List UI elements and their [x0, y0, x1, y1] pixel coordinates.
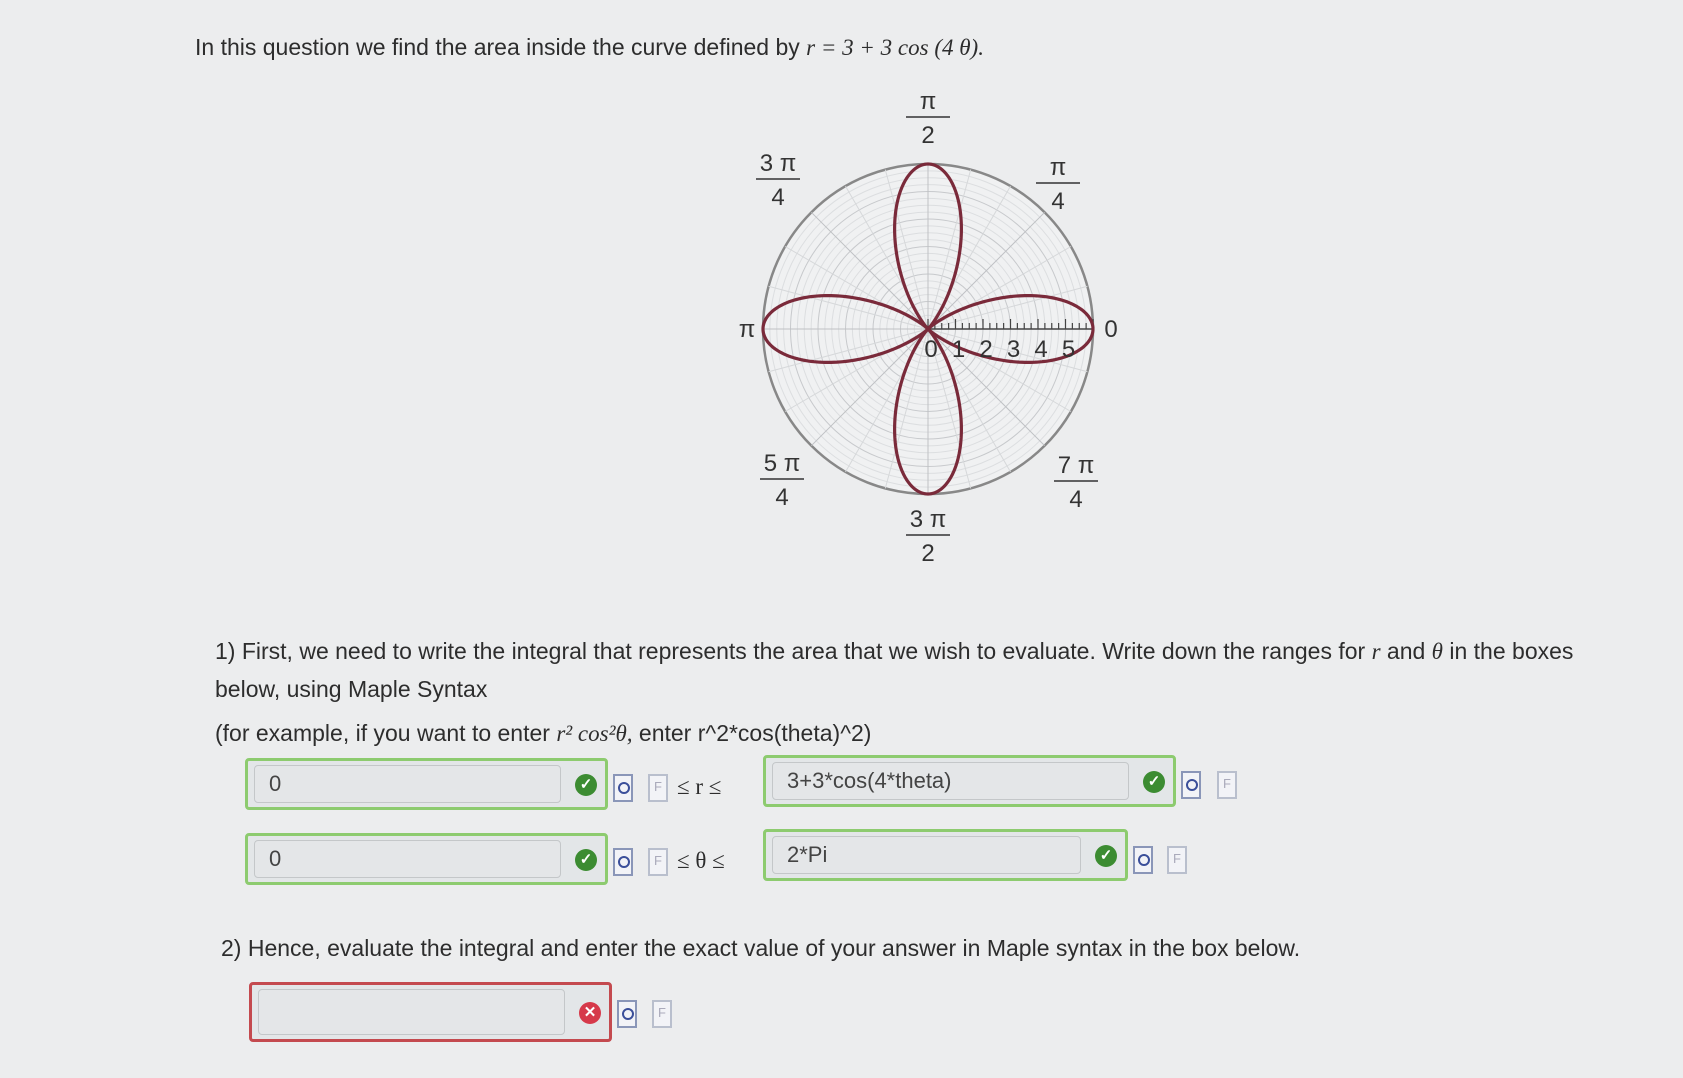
preview-icon[interactable]	[613, 848, 633, 876]
r-upper-answer-box	[763, 755, 1176, 807]
angle-label-7pi-4-num: 7 π	[1057, 452, 1095, 479]
radial-tick-label: 5	[1061, 336, 1076, 363]
check-icon: ✓	[1143, 771, 1165, 793]
syntax-help-icon[interactable]	[648, 848, 668, 876]
radial-tick-label: 0	[924, 336, 938, 363]
example-text-end: enter r^2*cos(theta)^2)	[638, 720, 872, 746]
final-answer-box	[249, 982, 612, 1042]
angle-label-pi-4-den: 4	[1051, 188, 1065, 215]
intro-formula: r = 3 + 3 cos (4 θ).	[806, 35, 984, 60]
radial-tick-label: 4	[1034, 336, 1048, 363]
theta-lower-answer-box	[245, 833, 608, 885]
check-icon: ✓	[1095, 845, 1117, 867]
cross-icon: ✕	[579, 1002, 601, 1024]
polar-plot-svg	[720, 85, 1140, 575]
angle-label-5pi-4-num: 5 π	[763, 450, 801, 477]
polar-plot	[720, 85, 1140, 575]
syntax-help-icon[interactable]	[652, 1000, 672, 1028]
angle-label-pi-2-den: 2	[921, 122, 935, 149]
theta-symbol: θ	[1431, 639, 1443, 664]
q2-instruction: 2) Hence, evaluate the integral and enter the exact value of your answer in Maple syntax in the box below.	[221, 935, 1301, 961]
preview-icon[interactable]	[617, 1000, 637, 1028]
preview-icon[interactable]	[1133, 846, 1153, 874]
r-symbol: r	[1371, 639, 1381, 664]
radial-tick-label: 2	[979, 336, 993, 363]
preview-icon[interactable]	[1181, 771, 1201, 799]
syntax-help-icon[interactable]	[1167, 846, 1187, 874]
r-inequality: ≤ r ≤	[677, 774, 722, 799]
angle-label-3pi-4-num: 3 π	[759, 150, 797, 177]
example-text-start: (for example, if you want to enter	[215, 720, 550, 746]
angle-label-3pi-2-den: 2	[921, 540, 935, 567]
example-math: r² cos²θ,	[556, 721, 633, 746]
q1-and: and	[1386, 638, 1426, 664]
angle-label-7pi-4-den: 4	[1069, 486, 1083, 513]
syntax-help-icon[interactable]	[648, 774, 668, 802]
r-upper-input[interactable]: 3+3*cos(4*theta)	[772, 762, 1129, 800]
theta-inequality: ≤ θ ≤	[677, 848, 725, 873]
radial-tick-label: 3	[1006, 336, 1021, 363]
q1-text-part1: 1) First, we need to write the integral that represents the area that we wish to evaluate. Write down the ranges for	[215, 638, 1366, 664]
final-answer-input[interactable]	[258, 989, 565, 1035]
angle-label-3pi-2-num: 3 π	[909, 506, 947, 533]
angle-label-pi: π	[738, 316, 756, 343]
q1-example	[215, 711, 871, 756]
syntax-help-icon[interactable]	[1217, 771, 1237, 799]
radial-tick-label: 1	[951, 336, 966, 363]
r-lower-input[interactable]: 0	[254, 765, 561, 803]
r-lower-answer-box	[245, 758, 608, 810]
angle-label-5pi-4-den: 4	[775, 484, 789, 511]
theta-upper-input[interactable]: 2*Pi	[772, 836, 1081, 874]
angle-label-pi-2-num: π	[919, 88, 937, 115]
angle-label-0: 0	[1104, 316, 1118, 343]
check-icon: ✓	[575, 849, 597, 871]
preview-icon[interactable]	[613, 774, 633, 802]
theta-lower-input[interactable]: 0	[254, 840, 561, 878]
theta-upper-answer-box	[763, 829, 1128, 881]
question-intro	[195, 34, 984, 61]
intro-text: In this question we find the area inside the curve defined by	[195, 34, 800, 60]
angle-label-3pi-4-den: 4	[771, 184, 785, 211]
q1-instruction-line2: below, using Maple Syntax	[215, 676, 488, 702]
angle-label-pi-4-num: π	[1049, 154, 1067, 181]
check-icon: ✓	[575, 774, 597, 796]
q1-text-part2: in the boxes	[1449, 638, 1574, 664]
